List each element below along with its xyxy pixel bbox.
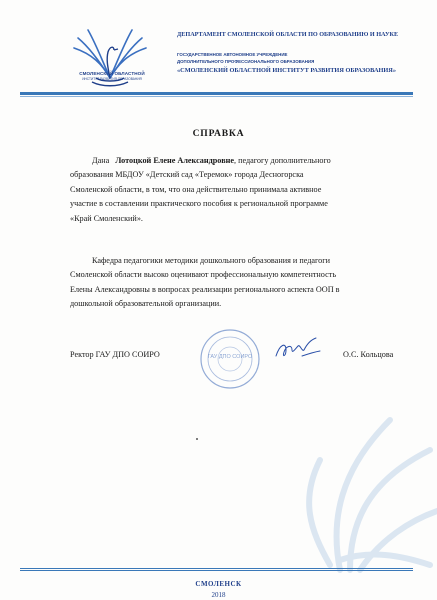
institution-type-line2: ДОПОЛНИТЕЛЬНОГО ПРОФЕССИОНАЛЬНОГО ОБРАЗОВАНИЯ <box>177 59 315 64</box>
document-title: СПРАВКА <box>192 128 245 139</box>
text-fragment: , педагогу дополнительного <box>233 156 331 165</box>
logo-title: СМОЛЕНСКИЙ ОБЛАСТНОЙ <box>79 71 145 76</box>
paragraph-line: Смоленской области высоко оценивают профессиональную компетентность <box>70 270 337 280</box>
paragraph-line: «Край Смоленский». <box>70 213 143 223</box>
paragraph-certificate <box>70 154 410 226</box>
recipient-name: Лотоцкой Елене Александровне <box>115 156 234 165</box>
bird-watermark-icon <box>280 360 437 580</box>
paragraph-line: Смоленской области, в том, что она действительно принимала активное <box>70 184 322 194</box>
paragraph-line: Кафедра педагогики методики дошкольного образования и педагоги <box>92 256 331 265</box>
paragraph-line: дошкольной образовательной организации. <box>70 299 222 309</box>
paragraph-line: участие в составлении практического пособия к региональной программе <box>70 199 328 209</box>
signer-name: О.С. Кольцова <box>343 350 394 359</box>
institution-type-line1: ГОСУДАРСТВЕННОЕ АВТОНОМНОЕ УЧРЕЖДЕНИЕ <box>177 52 288 57</box>
footer-year: 2018 <box>211 591 226 599</box>
institute-logo-icon <box>62 20 158 92</box>
handwritten-signature-icon <box>272 334 324 364</box>
paragraph-line: Елены Александровны в вопросах реализации регионального аспекта ООП в <box>70 284 340 294</box>
department-name: ДЕПАРТАМЕНТ СМОЛЕНСКОЙ ОБЛАСТИ ПО ОБРАЗОВАНИЮ И НАУКЕ <box>177 31 399 38</box>
paragraph-line: образования МБДОУ «Детский сад «Теремок» города Десногорска <box>70 170 304 180</box>
logo-subtitle: ИНСТИТУТ РАЗВИТИЯ ОБРАЗОВАНИЯ <box>82 77 142 81</box>
institution-name: «СМОЛЕНСКИЙ ОБЛАСТНОЙ ИНСТИТУТ РАЗВИТИЯ ОБРАЗОВАНИЯ» <box>177 67 397 74</box>
text-fragment: Дана <box>92 156 110 165</box>
footer-city: СМОЛЕНСК <box>195 580 242 588</box>
paragraph-assessment <box>70 254 410 312</box>
header-divider <box>20 92 413 95</box>
paragraph-line <box>70 154 410 168</box>
footer-divider-second <box>20 570 413 571</box>
footer-divider <box>20 568 413 569</box>
speck <box>196 438 198 440</box>
official-stamp-icon <box>198 328 262 390</box>
svg-text:ГАУ ДПО СОИРО: ГАУ ДПО СОИРО <box>207 354 253 360</box>
signer-position: Ректор ГАУ ДПО СОИРО <box>70 350 160 359</box>
header-divider-thin <box>20 96 413 97</box>
